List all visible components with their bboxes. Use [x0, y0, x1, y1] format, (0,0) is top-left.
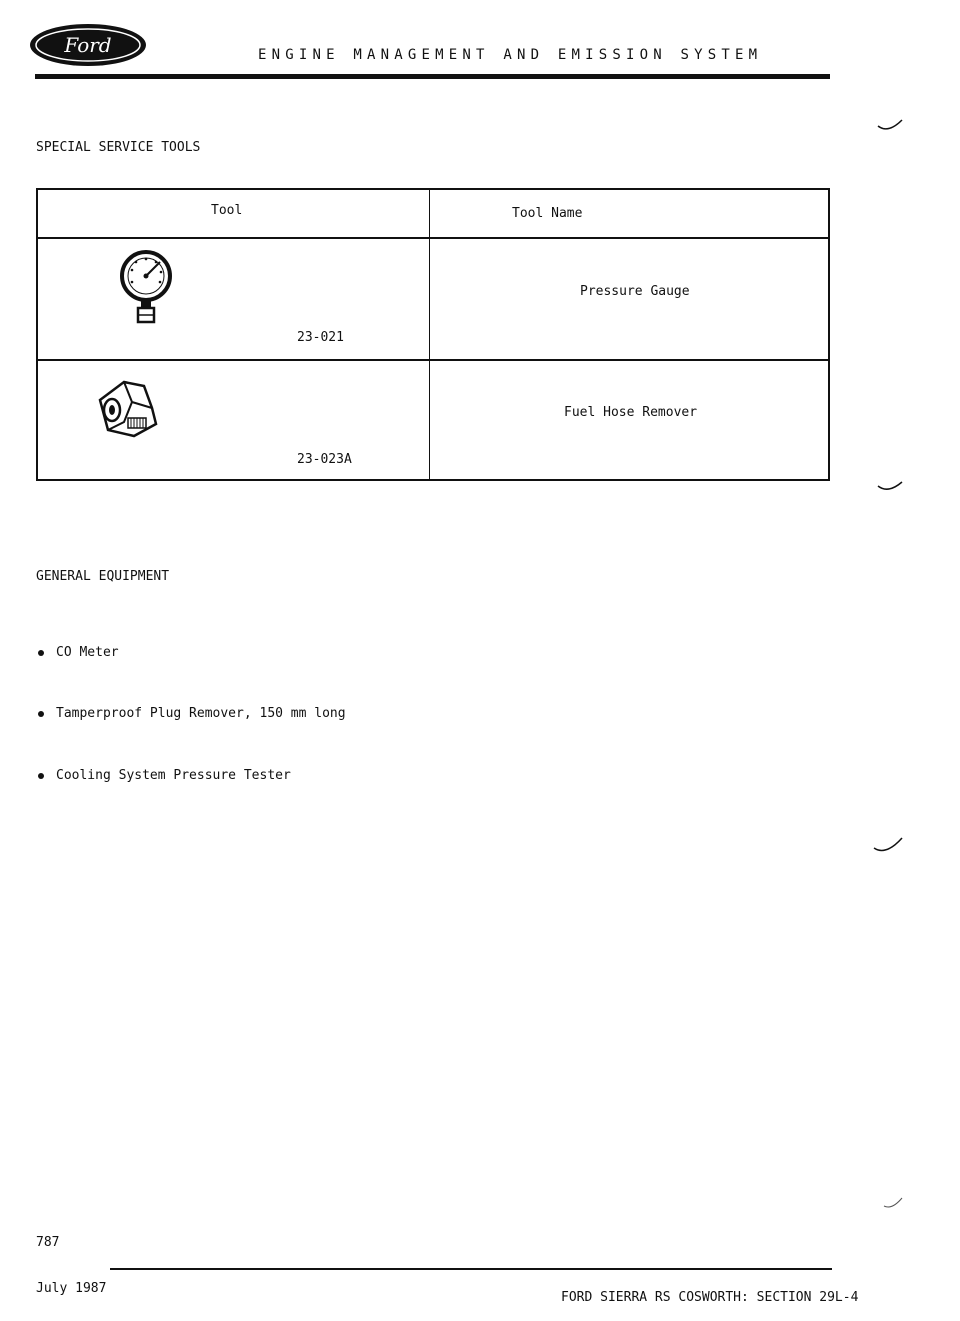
check-mark-icon [876, 480, 906, 500]
bullet-icon [38, 711, 44, 717]
tool-number: 23-021 [297, 330, 344, 345]
bullet-icon [38, 773, 44, 779]
table-header-divider [38, 237, 828, 239]
footer-date: July 1987 [36, 1281, 107, 1296]
tool-name: Pressure Gauge [580, 284, 690, 299]
header-title: ENGINE MANAGEMENT AND EMISSION SYSTEM [258, 47, 763, 63]
check-mark-icon [882, 1196, 906, 1212]
ford-logo [28, 22, 148, 68]
svg-text:Ford: Ford [64, 33, 112, 57]
list-item: Tamperproof Plug Remover, 150 mm long [38, 706, 346, 721]
table-row-divider [38, 359, 828, 361]
check-mark-icon [876, 118, 906, 138]
list-item: CO Meter [38, 645, 119, 660]
footer-divider [110, 1268, 832, 1270]
footer-reference: FORD SIERRA RS COSWORTH: SECTION 29L-4 [561, 1290, 859, 1305]
header-divider [35, 74, 830, 79]
tool-number: 23-023A [297, 452, 352, 467]
page-number: 787 [36, 1235, 60, 1250]
column-header-tool-name: Tool Name [512, 206, 583, 221]
list-item: Cooling System Pressure Tester [38, 768, 291, 783]
check-mark-icon [872, 836, 906, 860]
pressure-gauge-icon [114, 248, 178, 334]
bullet-icon [38, 650, 44, 656]
fuel-hose-remover-icon [94, 378, 164, 440]
special-tools-heading: SPECIAL SERVICE TOOLS [36, 140, 201, 155]
table-column-divider [429, 190, 430, 479]
tool-name: Fuel Hose Remover [564, 405, 698, 420]
general-equipment-heading: GENERAL EQUIPMENT [36, 569, 170, 584]
column-header-tool: Tool [211, 203, 243, 218]
special-tools-table [36, 188, 830, 481]
